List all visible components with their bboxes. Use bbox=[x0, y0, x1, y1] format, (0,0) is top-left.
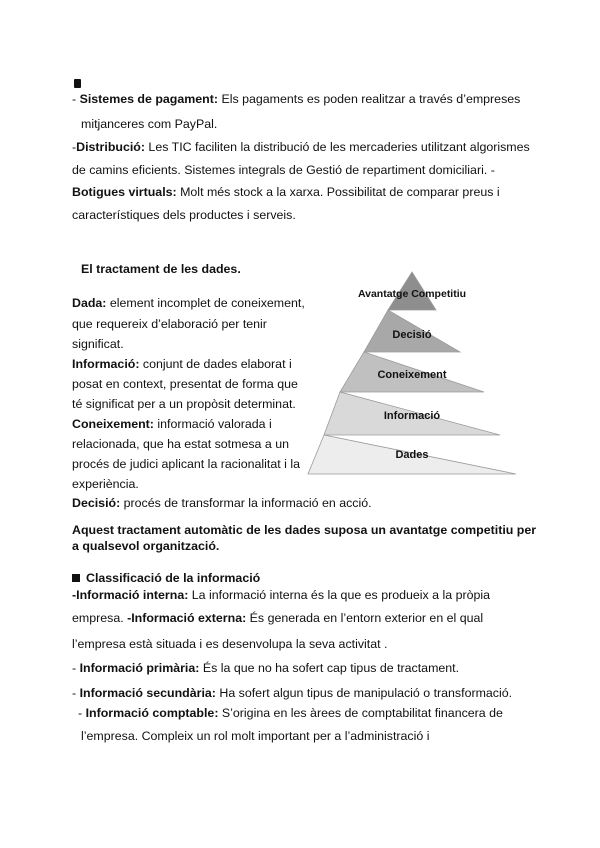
dikw-pyramid bbox=[306, 270, 518, 480]
def-coneixement-l4: experiència. bbox=[72, 477, 139, 491]
section-title-tractament: El tractament de les dades. bbox=[81, 262, 241, 276]
item-distribucio: -Distribució: Les TIC faciliten la distribució de les mercaderies utilitzant algorismes bbox=[72, 140, 530, 154]
conclusion-l1: Aquest tractament automàtic de les dades suposa un avantatge competitiu per bbox=[72, 523, 537, 537]
def-informacio-secundaria: - Informació secundària: Ha sofert algun tipus de manipulació o transformació. bbox=[72, 686, 513, 700]
def-decisio: Decisió: procés de transformar la informació en acció. bbox=[72, 496, 372, 510]
def-dada-l3: significat. bbox=[72, 337, 124, 351]
def-informacio-externa: empresa. -Informació externa: És generada en l’entorn exterior en el qual bbox=[72, 611, 484, 625]
pyramid-label-avantatge: Avantatge Competitiu bbox=[357, 288, 467, 300]
item-botigues-virtuals-cont: característiques dels productes i serveis. bbox=[72, 208, 296, 222]
item-sistemes-pagament-cont: mitjanceres com PayPal. bbox=[81, 117, 218, 131]
pyramid-label-coneixement: Coneixement bbox=[377, 369, 447, 381]
def-informacio-l2: posat en context, presentat de forma que bbox=[72, 377, 298, 391]
item-distribucio-cont: de camins eficients. Sistemes integrals de Gestió de repartiment domiciliari. - bbox=[72, 163, 495, 177]
pyramid-label-decisio: Decisió bbox=[392, 329, 432, 341]
bullet-square-icon bbox=[74, 79, 81, 88]
def-coneixement-l3: procés de judici aplicant la racionalitat i la bbox=[72, 457, 300, 471]
def-informacio: Informació: conjunt de dades elaborat i bbox=[72, 357, 292, 371]
def-informacio-externa-l2: l’empresa està situada i es desenvolupa la seva activitat . bbox=[72, 637, 388, 651]
bullet-square-icon bbox=[72, 574, 80, 582]
item-sistemes-pagament: - Sistemes de pagament: Els pagaments es poden realitzar a través d’empreses bbox=[72, 92, 521, 106]
def-informacio-comptable-l2: l’empresa. Compleix un rol molt important per a l’administració i bbox=[81, 729, 430, 743]
def-informacio-primaria: - Informació primària: És la que no ha sofert cap tipus de tractament. bbox=[72, 661, 460, 675]
def-coneixement-l2: relacionada, que ha estat sotmesa a un bbox=[72, 437, 289, 451]
def-informacio-l3: té significat per a un propòsit determinat. bbox=[72, 397, 296, 411]
pyramid-label-dades: Dades bbox=[395, 449, 429, 461]
item-botigues-virtuals: Botigues virtuals: Molt més stock a la xarxa. Possibilitat de comparar preus i bbox=[72, 185, 500, 199]
def-dada-l2: que requereix d’elaboració per tenir bbox=[72, 317, 267, 331]
pyramid-label-informacio: Informació bbox=[383, 410, 441, 422]
conclusion-l2: a qualsevol organització. bbox=[72, 539, 220, 553]
section-title-classificacio: Classificació de la informació bbox=[72, 571, 260, 586]
def-coneixement: Coneixement: informació valorada i bbox=[72, 417, 272, 431]
def-informacio-comptable: - Informació comptable: S’origina en les àrees de comptabilitat financera de bbox=[78, 706, 503, 720]
def-dada: Dada: element incomplet de coneixement, bbox=[72, 296, 305, 310]
def-informacio-interna: -Informació interna: La informació interna és la que es produeix a la pròpia bbox=[72, 588, 491, 602]
